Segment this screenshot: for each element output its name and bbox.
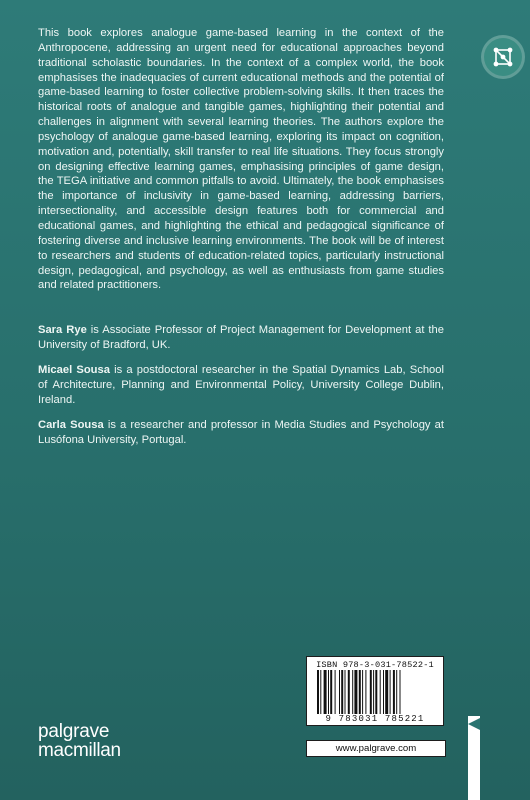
- author-bio-3: [38, 418, 444, 448]
- isbn-label: ISBN 978-3-031-78522-1: [316, 660, 434, 670]
- author-description-1: is Associate Professor of Project Management for Development at the University of Bradford, UK.: [38, 324, 444, 351]
- barcode-panel: [306, 656, 444, 726]
- barcode-icon: [317, 670, 433, 714]
- author-name-3: Carla Sousa: [38, 419, 104, 431]
- book-blurb: This book explores analogue game-based learning in the context of the Anthropocene, addressing an urgent need for educational approaches beyond traditional scholastic boundaries. In the context of a complex world, the book emphasises the inadequacies of current educational methods and the potential of game-based learning to foster collective problem-solving skills. It then traces the historical roots of analogue and tangible games, highlighting their potential and challenges in alignment with several learning theories. The authors explore the psychology of analogue game-based learning, exploring its impact on cognition, motivation and, potentially, skill transfer to real life situations. They focus strongly on designing effective learning games, emphasising principles of game design, the TEGA initiative and common pitfalls to avoid. Ultimately, the book emphasises the importance of inclusivity in game-based learning, addressing barriers, intersectionality, and accessible design features both for commercial and educational games, and highlighting the ethical and pedagogical significance of fostering diverse and inclusive learning environments. The book will be of interest to researchers and students of education-related topics, particularly instructional design, pedagogical, and psychology, as well as enthusiasts from game studies and related practitioners.: [38, 27, 444, 292]
- barcode-number: 9 783031 785221: [325, 714, 425, 724]
- author-bio-2: [38, 363, 444, 408]
- author-bio-1: [38, 323, 444, 353]
- publisher-url[interactable]: www.palgrave.com: [306, 740, 446, 757]
- network-logo-icon: [479, 33, 527, 81]
- publisher-name-line-1: palgrave: [38, 721, 110, 742]
- publisher-spine-icon: [464, 716, 484, 800]
- publisher-name-line-2: macmillan: [38, 740, 121, 761]
- author-description-3: is a researcher and professor in Media Studies and Psychology at Lusófona University, Portugal.: [38, 419, 444, 446]
- author-name-2: Micael Sousa: [38, 364, 110, 376]
- author-description-2: is a postdoctoral researcher in the Spatial Dynamics Lab, School of Architecture, Planning and Environmental Policy, University College Dublin, Ireland.: [38, 364, 444, 406]
- author-name-1: Sara Rye: [38, 324, 87, 336]
